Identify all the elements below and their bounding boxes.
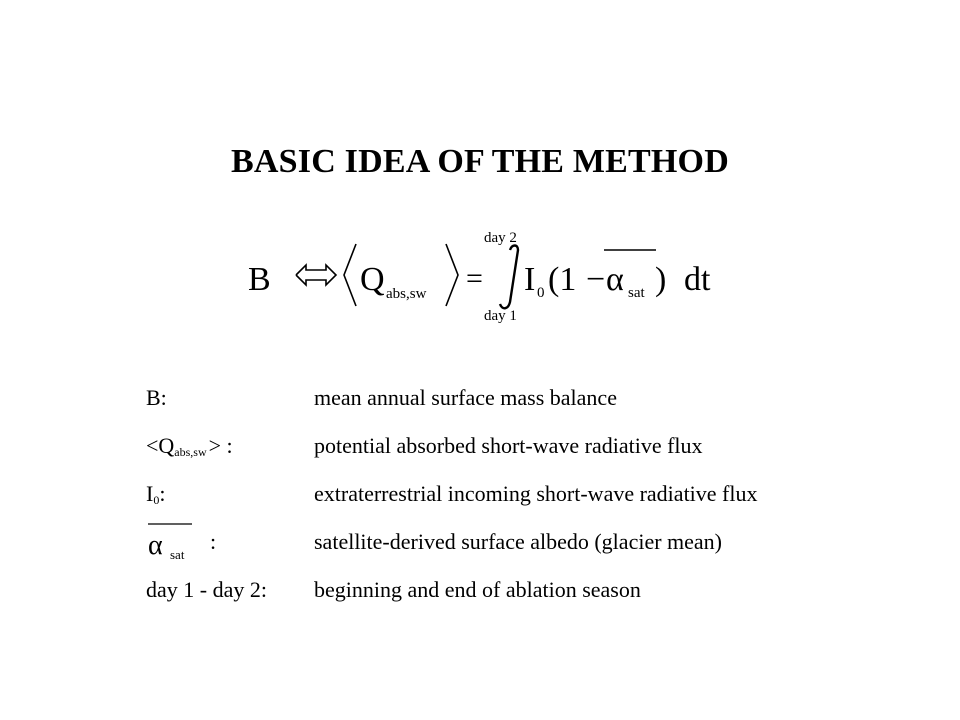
integral-icon	[500, 246, 518, 309]
formula-q-subscript: abs,sw	[386, 286, 427, 302]
formula-alpha: α	[606, 261, 624, 298]
definition-row-q	[146, 426, 886, 474]
definition-description: potential absorbed short-wave radiative flux	[314, 433, 703, 458]
formula-minus: −	[586, 261, 606, 298]
term-label: day 1 - day 2:	[146, 577, 267, 602]
definition-term	[146, 426, 314, 472]
term-suffix: > :	[208, 433, 233, 458]
definition-description: extraterrestrial incoming short-wave radiative flux	[314, 481, 758, 506]
formula-b: B	[248, 261, 271, 298]
formula-q: Q	[360, 261, 385, 298]
formula-equals: =	[466, 262, 483, 295]
double-headed-arrow-icon	[296, 265, 336, 285]
formula-paren-close: )	[655, 261, 667, 298]
term-prefix: <Q	[146, 433, 175, 458]
formula-i-subscript: 0	[537, 285, 545, 301]
term-symbol: α	[148, 530, 163, 561]
formula-alpha-subscript: sat	[628, 285, 645, 301]
definition-term	[146, 522, 314, 575]
definition-description: satellite-derived surface albedo (glacier mean)	[314, 529, 722, 554]
right-angle-bracket	[446, 244, 458, 306]
term-subscript: 0	[153, 493, 160, 507]
definition-row-alpha	[146, 522, 886, 570]
term-suffix: :	[159, 481, 166, 506]
definition-term	[146, 378, 314, 418]
formula-upper-limit: day 2	[484, 230, 517, 246]
definition-description: beginning and end of ablation season	[314, 577, 641, 602]
formula-lower-limit: day 1	[484, 308, 517, 324]
formula-i: I	[524, 261, 536, 298]
page-title: BASIC IDEA OF THE METHOD	[231, 143, 729, 180]
formula-paren-open: (1	[548, 261, 577, 298]
definition-row-i0	[146, 474, 886, 522]
definition-term	[146, 570, 314, 610]
definition-description: mean annual surface mass balance	[314, 385, 617, 410]
term-prefix: I	[146, 481, 154, 506]
term-suffix: :	[210, 529, 217, 554]
definition-row-days	[146, 570, 886, 618]
mass-balance-formula	[0, 220, 960, 330]
definition-term	[146, 474, 314, 520]
definitions-list	[146, 378, 886, 618]
term-subscript: sat	[170, 547, 185, 562]
left-angle-bracket	[344, 244, 356, 306]
term-label: B:	[146, 385, 167, 410]
formula-dt: dt	[684, 261, 711, 298]
term-subscript: abs,sw	[174, 445, 207, 459]
definition-row-b	[146, 378, 886, 426]
